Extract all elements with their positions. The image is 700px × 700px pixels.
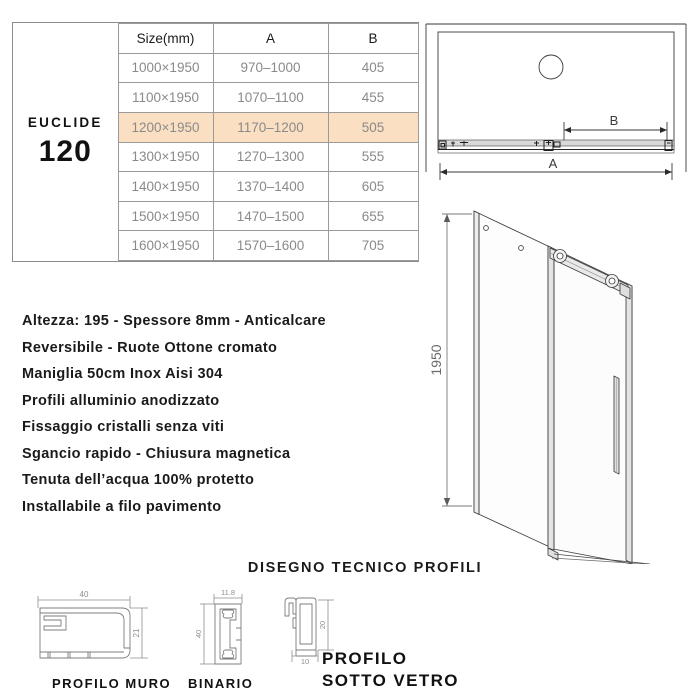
dimension-height-label: 1950 bbox=[428, 344, 444, 376]
profile-height-dimension: 20 bbox=[318, 620, 327, 630]
cell-b: 405 bbox=[328, 53, 418, 83]
brand-name: EUCLIDE bbox=[27, 115, 103, 131]
spec-line: Tenuta dell’acqua 100% protetto bbox=[22, 472, 255, 488]
cell-a: 970–1000 bbox=[213, 53, 328, 83]
cell-b: 705 bbox=[328, 231, 418, 261]
profile-label-track: BINARIO bbox=[188, 676, 254, 691]
spec-line: Maniglia 50cm Inox Aisi 304 bbox=[22, 366, 223, 382]
profile-height-dimension: 21 bbox=[132, 628, 141, 638]
profile-height-dimension: 40 bbox=[194, 629, 203, 639]
cell-b: 555 bbox=[328, 142, 418, 172]
spec-line: Altezza: 195 - Spessore 8mm - Anticalcare bbox=[22, 313, 326, 329]
profile-label-wall: PROFILO MURO bbox=[52, 676, 172, 691]
column-header-a: A bbox=[213, 24, 328, 54]
cell-b: 505 bbox=[328, 112, 418, 142]
specification-list bbox=[22, 308, 402, 520]
profile-drawing-wall bbox=[30, 586, 160, 668]
cell-a: 1270–1300 bbox=[213, 142, 328, 172]
cell-size: 1000×1950 bbox=[118, 53, 213, 83]
isometric-door-drawing bbox=[424, 196, 688, 564]
cell-b: 605 bbox=[328, 172, 418, 202]
cell-size: 1400×1950 bbox=[118, 172, 213, 202]
technical-profiles-heading: DISEGNO TECNICO PROFILI bbox=[247, 560, 483, 576]
dimension-b-label: B bbox=[609, 113, 619, 128]
profile-drawing-track bbox=[186, 584, 274, 670]
spec-line: Profili alluminio anodizzato bbox=[22, 392, 220, 409]
size-specification-table bbox=[12, 22, 419, 262]
profile-label-underglass bbox=[322, 648, 459, 692]
spec-line: Fissaggio cristalli senza viti bbox=[22, 419, 225, 435]
dimension-height-line bbox=[442, 214, 472, 506]
cell-a: 1370–1400 bbox=[213, 172, 328, 202]
cell-a: 1070–1100 bbox=[213, 83, 328, 113]
profile-label-underglass-line1: PROFILO bbox=[322, 649, 408, 668]
profile-width-dimension: 10 bbox=[300, 657, 310, 666]
cell-size: 1100×1950 bbox=[118, 83, 213, 113]
cell-a: 1570–1600 bbox=[213, 231, 328, 261]
brand-model-cell bbox=[13, 24, 118, 261]
cell-size: 1600×1950 bbox=[118, 231, 213, 261]
column-header-b: B bbox=[328, 24, 418, 54]
cell-size: 1500×1950 bbox=[118, 201, 213, 231]
cell-b: 455 bbox=[328, 83, 418, 113]
cell-a: 1170–1200 bbox=[213, 112, 328, 142]
profile-width-dimension: 40 bbox=[79, 590, 89, 599]
cell-size: 1300×1950 bbox=[118, 142, 213, 172]
dimension-a-label: A bbox=[548, 156, 558, 171]
cell-b: 655 bbox=[328, 201, 418, 231]
track-rail bbox=[438, 140, 674, 153]
spec-line: Reversibile - Ruote Ottone cromato bbox=[22, 339, 278, 356]
column-header-size: Size(mm) bbox=[118, 24, 213, 54]
cell-a: 1470–1500 bbox=[213, 201, 328, 231]
model-number: 120 bbox=[38, 134, 92, 168]
profile-width-dimension: 11.8 bbox=[220, 588, 236, 597]
cell-size: 1200×1950 bbox=[118, 112, 213, 142]
plan-view-drawing bbox=[424, 22, 688, 194]
spec-line: Installabile a filo pavimento bbox=[22, 498, 222, 515]
table-header-row bbox=[13, 24, 418, 54]
profile-label-underglass-line2: SOTTO VETRO bbox=[322, 671, 459, 690]
spec-line: Sgancio rapido - Chiusura magnetica bbox=[22, 445, 291, 462]
